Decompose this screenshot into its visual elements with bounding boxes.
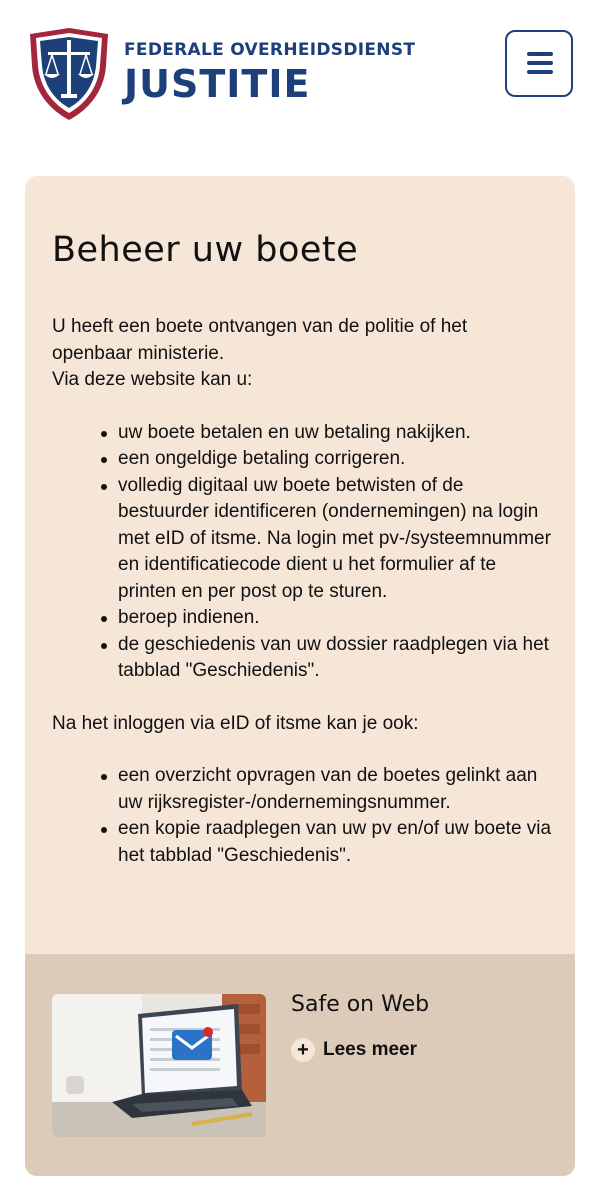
list-item: uw boete betalen en uw betaling nakijken.: [118, 420, 552, 447]
read-more-label: Lees meer: [323, 1039, 418, 1060]
menu-button[interactable]: [505, 30, 573, 97]
intro-text: U heeft een boete ontvangen van de politie of het openbaar ministerie.: [52, 316, 468, 364]
list-item: een overzicht opvragen van de boetes gelinkt aan uw rijksregister-/ondernemingsnummer.: [118, 763, 552, 816]
org-line: FEDERALE OVERHEIDSDIENST: [124, 40, 416, 60]
org-name: JUSTITIE: [124, 62, 311, 106]
card-content: [52, 314, 552, 895]
fine-info-card: [25, 176, 575, 1176]
list-item: beroep indienen.: [118, 605, 552, 632]
safe-on-web-promo: [25, 954, 575, 1176]
list-item: de geschiedenis van uw dossier raadplegen via het tabblad "Geschiedenis".: [118, 632, 552, 685]
plus-icon: +: [291, 1038, 315, 1062]
hamburger-menu-icon: [527, 52, 553, 56]
hamburger-menu-bar: [527, 61, 553, 65]
site-header: [0, 0, 600, 130]
logged-in-options-list: [52, 763, 552, 869]
intro-subtext: Via deze website kan u:: [52, 369, 253, 390]
promo-title: Safe on Web: [291, 992, 430, 1017]
read-more-link[interactable]: [291, 1038, 417, 1062]
brand-name[interactable]: [124, 40, 415, 104]
options-list: [52, 420, 552, 685]
list-item: een kopie raadplegen van uw pv en/of uw boete via het tabblad "Geschiedenis".: [118, 816, 552, 869]
scales-of-justice-shield-icon[interactable]: [26, 26, 112, 122]
list-item: een ongeldige betaling corrigeren.: [118, 446, 552, 473]
page-title: Beheer uw boete: [52, 230, 359, 270]
laptop-email-alert-image[interactable]: [52, 994, 266, 1137]
after-login-text: Na het inloggen via eID of itsme kan je ook:: [52, 712, 419, 734]
list-item: volledig digitaal uw boete betwisten of de bestuurder identificeren (ondernemingen) na login met eID of itsme. Na login met pv-/systeemnummer en identificatiecode dient u het formulier af te printen en per post op te sturen.: [118, 473, 552, 606]
hamburger-menu-bar: [527, 70, 553, 74]
